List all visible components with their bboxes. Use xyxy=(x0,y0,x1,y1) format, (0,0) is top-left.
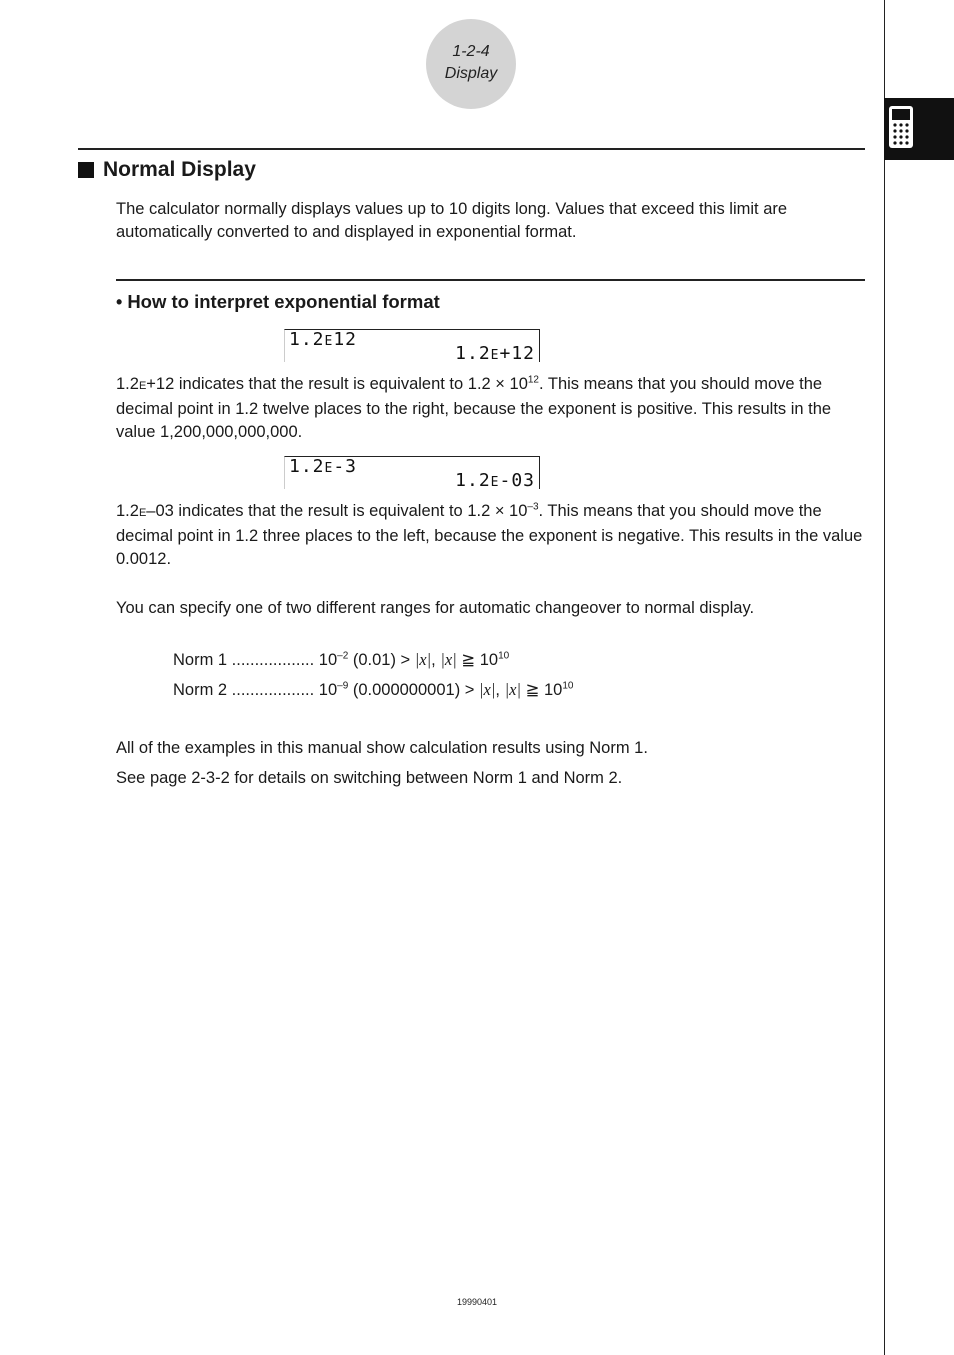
explanation-paragraph-1: 1.2E+12 indicates that the result is equivalent to $1.2 \times 10^{12}$. This means that you should move the decimal point in 1.2 twelve places to the right, because the exponent is positive. This results in the value 1,200,000,000,000. xyxy=(116,374,832,441)
intro-paragraph: The calculator normally displays values up to 10 digits long. Values that exceed this limit are automatically converted to and displayed in exponential format. xyxy=(116,200,788,241)
section-title-text: Normal Display xyxy=(103,158,256,181)
page-badge xyxy=(426,19,516,109)
norm-2-range: Norm 2 .................. $10^{-9}$ (0.000000001) > |x|, |x| ≧ $10^{10}$ xyxy=(173,680,574,699)
note-norm-1: All of the examples in this manual show calculation results using Norm 1. xyxy=(116,739,648,757)
ranges-intro: You can specify one of two different ranges for automatic changeover to normal display. xyxy=(116,599,755,617)
footer-code: 19990401 xyxy=(456,1297,498,1307)
page-section: Display xyxy=(444,65,498,82)
calculator-screen-2 xyxy=(284,456,540,489)
subsection-heading-text: How to interpret exponential format xyxy=(127,291,440,312)
screen-2-output: 1.2E-03 xyxy=(455,470,535,491)
calculator-icon xyxy=(888,105,914,149)
screen-1-input: 1.2E12 xyxy=(289,329,358,350)
page-number: 1-2-4 xyxy=(452,43,490,60)
norm-1-range: Norm 1 .................. $10^{-2}$ (0.01) > |x|, |x| ≧ $10^{10}$ xyxy=(173,650,510,669)
subsection-heading xyxy=(116,291,440,313)
explanation-paragraph-2: 1.2E–03 indicates that the result is equivalent to $1.2 \times 10^{-3}$. This means that you should move the decimal point in 1.2 three places to the left, because the exponent is negative. This results in the value 0.0012. xyxy=(116,501,863,568)
chapter-tab xyxy=(884,98,954,160)
screen-1-output: 1.2E+12 xyxy=(455,343,535,364)
screen-2-input: 1.2E-3 xyxy=(289,456,358,477)
section-title xyxy=(78,158,256,182)
bullet-icon: • xyxy=(116,292,123,312)
calculator-screen-1 xyxy=(284,329,540,362)
margin-line xyxy=(884,0,885,1355)
section-rule xyxy=(78,148,865,150)
note-see-page: See page 2-3-2 for details on switching between Norm 1 and Norm 2. xyxy=(116,769,623,787)
subsection-rule xyxy=(116,279,865,281)
square-bullet-icon xyxy=(78,162,94,178)
